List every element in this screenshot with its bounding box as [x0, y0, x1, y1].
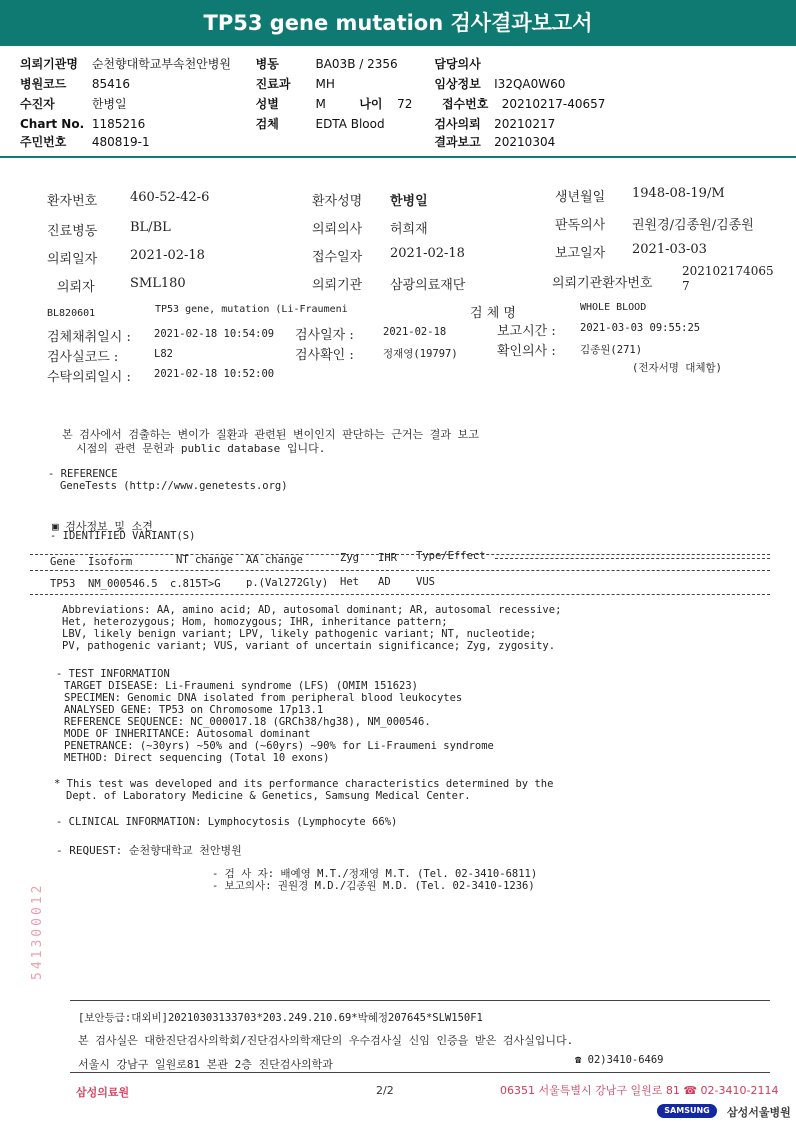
label: 의뢰기관명 — [20, 57, 78, 71]
abbreviations-line: Het, heterozygous; Hom, homozygous; IHR, inheritance pattern; — [62, 616, 448, 628]
value: BA03B / 2356 — [315, 57, 398, 71]
report-time: 2021-03-03 09:55:25 — [580, 322, 701, 334]
test-name: TP53 gene, mutation (Li-Fraumeni — [155, 304, 348, 315]
page-number: 2/2 — [376, 1084, 394, 1097]
value: 1185216 — [91, 117, 146, 131]
hospital-brand: 삼성서울병원 — [727, 1106, 791, 1119]
header-row-2 — [20, 74, 565, 94]
footer-org: 삼성의료원 — [76, 1086, 130, 1099]
lab-phone: ☎ 02)3410-6469 — [575, 1054, 664, 1066]
test-info-heading: - TEST INFORMATION — [56, 668, 170, 680]
collect-datetime: 2021-02-18 10:54:09 — [154, 328, 275, 340]
th-ihr: IHR — [378, 552, 397, 564]
value: 20210217 — [494, 117, 556, 131]
test-info-line: METHOD: Direct sequencing (Total 10 exons) — [64, 752, 330, 764]
label: 진료과 — [255, 77, 291, 91]
request-org: - REQUEST: 순천향대학교 천안병원 — [56, 844, 242, 857]
lab-code: L82 — [154, 348, 173, 360]
th-nt-change: NT change — [176, 554, 233, 566]
value: I32QA0W60 — [494, 77, 566, 91]
label: 검사의뢰 — [434, 117, 481, 131]
clinical-info: - CLINICAL INFORMATION: Lymphocytosis (Lymphocyte 66%) — [56, 816, 398, 828]
th-aa-change: AA change — [246, 554, 303, 566]
header-row-5 — [20, 132, 555, 152]
label: 주민번호 — [20, 135, 67, 149]
label: 병원코드 — [20, 77, 67, 91]
footer-address: 06351 서울특별시 강남구 일원로 81 ☎ 02-3410-2114 — [500, 1084, 779, 1097]
dev-note-line-1: * This test was developed and its performance characteristics determined by the — [54, 778, 554, 790]
value: MH — [315, 77, 335, 91]
section-heading: ▣ 검사정보 및 소견 — [52, 520, 153, 533]
abbreviations-line: Abbreviations: AA, amino acid; AD, autosomal dominant; AR, autosomal recessive; — [62, 604, 562, 616]
scan-footer-rule-2 — [70, 1072, 770, 1073]
specimen: WHOLE BLOOD — [580, 302, 647, 313]
label: 수진자 — [20, 97, 55, 111]
th-gene: Gene — [50, 556, 76, 568]
patient-number: 460-52-42-6 — [130, 190, 210, 205]
value: 72 — [397, 97, 413, 111]
confirm-label: 검사확인 : — [295, 348, 354, 363]
tester-line: - 검 사 자: 배예영 M.T./정재영 M.T. (Tel. 02-3410-6811) — [212, 868, 538, 880]
requester-label: 의뢰자 — [57, 280, 95, 295]
test-info-line: REFERENCE SEQUENCE: NC_000017.18 (GRCh38/hg38), NM_000546. — [64, 716, 431, 728]
reference-heading: - REFERENCE — [48, 468, 118, 480]
value: 480819-1 — [91, 135, 150, 149]
collect-label: 검체채취일시 : — [47, 330, 131, 345]
th-isoform: Isoform — [88, 556, 133, 568]
abbreviations-line: PV, pathogenic variant; VUS, variant of uncertain significance; Zyg, zygosity. — [62, 640, 556, 652]
patient-number-label: 환자번호 — [47, 194, 98, 209]
cell-ihr: AD — [378, 576, 391, 588]
test-date: 2021-02-18 — [383, 326, 447, 338]
certification-line: 본 검사실은 대한진단검사의학회/진단검사의학재단의 우수검사실 신임 인증을 받은 검사실입니다. — [78, 1034, 574, 1047]
header-row-1 — [20, 54, 494, 74]
confirm-doctor: 김종원(271) — [580, 344, 643, 356]
variants-heading: - IDENTIFIED VARIANT(S) — [50, 530, 196, 542]
header-row-3 — [20, 94, 605, 114]
test-info-line: TARGET DISEASE: Li-Fraumeni syndrome (LFS) (OMIM 151623) — [64, 680, 419, 692]
scan-footer-rule — [70, 1000, 770, 1001]
org-patient-no-cont: 7 — [682, 279, 690, 293]
cell-gene: TP53 — [50, 578, 76, 590]
req-org-label: 의뢰기관 — [312, 278, 363, 293]
test-info-line: SPECIMEN: Genomic DNA isolated from peripheral blood leukocytes — [64, 692, 463, 704]
report-date-label: 보고일자 — [555, 246, 606, 261]
samsung-logo: SAMSUNG — [657, 1104, 717, 1118]
th-type-effect: Type/Effect — [416, 550, 486, 562]
label: 나이 — [359, 97, 383, 111]
test-info-line: ANALYSED GENE: TP53 on Chromosome 17p13.1 — [64, 704, 324, 716]
confirm-by: 정재영(19797) — [383, 348, 458, 360]
cell-type: VUS — [416, 576, 435, 588]
req-doctor: 허희재 — [390, 222, 428, 237]
lab-code-label: 검사실코드 : — [47, 350, 119, 365]
req-date: 2021-02-18 — [130, 248, 205, 263]
header-divider — [0, 156, 796, 158]
intro-line-1: 본 검사에서 검출하는 변이가 질환과 관련된 변이인지 판단하는 근거는 결과 보고 — [62, 428, 479, 441]
req-org: 삼광의료재단 — [390, 278, 466, 293]
label: 결과보고 — [434, 135, 481, 149]
label: 병동 — [255, 57, 279, 71]
esign-note: (전자서명 대체함) — [632, 362, 722, 374]
test-date-label: 검사일자 : — [295, 328, 354, 343]
vertical-stamp-number: 541300012 — [30, 882, 45, 980]
value: 순천향대학교부속천안병원 — [91, 57, 231, 71]
report-date: 2021-03-03 — [632, 242, 707, 257]
value: 한병일 — [91, 97, 127, 111]
reading-doctor-label: 판독의사 — [555, 218, 606, 233]
test-info-line: MODE OF INHERITANCE: Autosomal dominant — [64, 728, 311, 740]
dev-note-line-2: Dept. of Laboratory Medicine & Genetics, Samsung Medical Center. — [66, 790, 471, 802]
specimen-label: 검 체 명 — [470, 306, 516, 321]
value: 20210217-40657 — [501, 97, 606, 111]
header-row-4 — [20, 114, 555, 134]
patient-name-label: 환자성명 — [312, 194, 363, 209]
value: 85416 — [91, 77, 131, 91]
ward-label: 진료병동 — [47, 224, 98, 239]
header-rule-tail — [495, 558, 770, 559]
table-bottom-rule — [30, 594, 770, 595]
consign-datetime: 2021-02-18 10:52:00 — [154, 368, 275, 380]
th-zyg: Zyg — [340, 552, 359, 564]
cell-aa-change: p.(Val272Gly) — [246, 577, 329, 589]
lab-address: 서울시 강남구 일원로81 본관 2층 진단검사의학과 — [78, 1058, 333, 1071]
abbreviations-line: LBV, likely benign variant; LPV, likely pathogenic variant; NT, nucleotide; — [62, 628, 537, 640]
label: 성별 — [255, 97, 279, 111]
label: 담당의사 — [434, 57, 481, 71]
scanned-report — [20, 170, 780, 1105]
test-code: BL820601 — [47, 308, 96, 319]
table-top-rule — [30, 554, 770, 555]
consign-label: 수탁의뢰일시 : — [47, 370, 131, 385]
cell-nt-change: c.815T>G — [170, 578, 221, 590]
recv-date: 2021-02-18 — [390, 246, 465, 261]
confirm-doctor-label: 확인의사 : — [497, 344, 556, 359]
reading-doctor: 권원경/김종원/김종원 — [632, 218, 754, 233]
reference-link: GeneTests (http://www.genetests.org) — [60, 480, 288, 492]
cell-zyg: Het — [340, 576, 359, 588]
label: 임상정보 — [434, 77, 481, 91]
cell-isoform: NM_000546.5 — [88, 578, 158, 590]
recv-date-label: 접수일자 — [312, 250, 363, 265]
intro-line-2: 시점의 관련 문헌과 public database 입니다. — [76, 442, 326, 455]
test-info-line: PENETRANCE: (~30yrs) ~50% and (~60yrs) ~90% for Li-Fraumeni syndrome — [64, 740, 494, 752]
ward: BL/BL — [130, 220, 171, 235]
req-date-label: 의뢰일자 — [47, 252, 98, 267]
table-header-rule — [30, 570, 770, 571]
report-title: TP53 gene mutation 검사결과보고서 — [0, 0, 796, 46]
req-doctor-label: 의뢰의사 — [312, 222, 363, 237]
dob-label: 생년월일 — [555, 190, 606, 205]
label: Chart No. — [20, 117, 85, 131]
security-line: [보안등급:대외비]20210303133703*203.249.210.69*박혜정207645*SLW150F1 — [78, 1012, 483, 1024]
patient-name: 한병일 — [390, 194, 428, 209]
value: 20210304 — [494, 135, 556, 149]
requester: SML180 — [130, 276, 186, 291]
value: M — [315, 97, 326, 111]
dob: 1948-08-19/M — [632, 186, 725, 201]
value: EDTA Blood — [315, 117, 385, 131]
label: 접수번호 — [441, 97, 489, 111]
org-patient-no-label: 의뢰기관환자번호 — [552, 276, 653, 291]
report-time-label: 보고시간 : — [497, 324, 556, 339]
reporter-line: - 보고의사: 권원경 M.D./김종원 M.D. (Tel. 02-3410-1236) — [212, 880, 535, 892]
label: 검체 — [255, 117, 279, 131]
org-patient-no: 202102174065 — [682, 264, 774, 278]
